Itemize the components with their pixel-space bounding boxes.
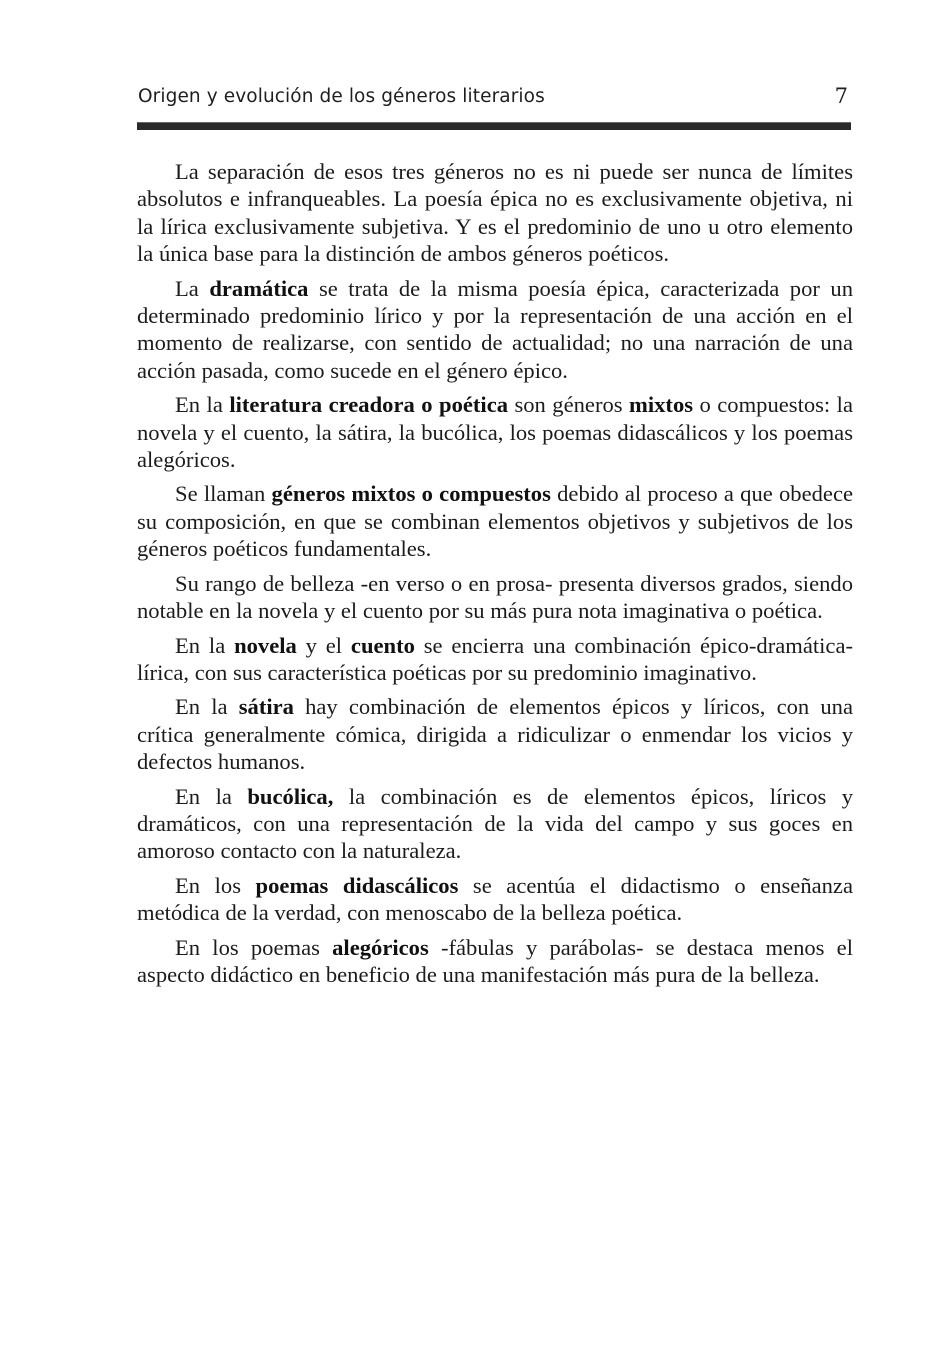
text-run: la combinación es de elementos épicos, líricos y dramáticos, con una representación de la vida del campo y sus goces en amoroso contacto con la naturaleza. [137,783,854,864]
paragraph [137,872,853,927]
emphasized-term: mixtos [629,392,694,418]
paragraph [137,480,853,562]
paragraph [137,783,853,865]
text-run: La [175,275,210,301]
emphasized-term: sátira [238,694,294,720]
text-run: se encierra una combinación épico-dramática-lírica, con sus característica poéticas por su predominio imaginativo. [137,632,853,685]
text-run: -fábulas y parábolas- se destaca menos el aspecto didáctico en beneficio de una manifestación más pura de la belleza. [137,934,853,987]
text-run: Se llaman [175,481,272,507]
text-run: En la [175,632,235,658]
paragraph [137,391,853,473]
text-run: Su rango de belleza -en verso o en prosa- presenta diversos grados, siendo notable en la novela y el cuento por su más pura nota imaginativa o poética. [137,570,853,624]
emphasized-term: dramática [209,275,309,301]
text-run: En la [175,694,239,720]
emphasized-term: géneros mixtos o compuestos [271,481,551,507]
text-run: se acentúa el didactismo o enseñanza metódica de la verdad, con menoscabo de la belleza poética. [137,872,853,926]
emphasized-term: literatura creadora o poética [229,392,509,418]
text-run: hay combinación de elementos épicos y líricos, con una crítica generalmente cómica, dirigida a ridiculizar o enmendar los vicios y defectos humanos. [137,694,854,775]
header-rule [137,122,851,130]
running-title: Origen y evolución de los géneros literarios [138,86,545,107]
paragraph [137,632,853,687]
running-header [138,84,852,114]
text-run: o compuestos: la novela y el cuento, la sátira, la bucólica, los poemas didascálicos y los poemas alegóricos. [137,392,853,473]
page-number: 7 [834,84,848,108]
emphasized-term: novela [234,632,297,658]
text-run: La separación de esos tres géneros no es ni puede ser nunca de límites absolutos e infranqueables. La poesía épica no es exclusivamente objetiva, ni la lírica exclusivamente subjetiva. Y es el predominio de uno u otro elemento la única base para la distinción de ambos géneros poéticos. [137,159,853,267]
paragraph [137,275,853,385]
emphasized-term: cuento [350,632,415,658]
paragraph [137,158,853,268]
paragraph [137,934,853,989]
emphasized-term: alegóricos [332,934,429,960]
text-run: En los [175,872,256,898]
text-run: En la [175,392,230,418]
emphasized-term: bucólica, [247,783,334,809]
emphasized-term: poemas didascálicos [255,872,459,898]
paragraph [137,570,853,625]
body-text [137,158,853,995]
text-run: se trata de la misma poesía épica, caracterizada por un determinado predominio lírico y por la representación de una acción en el momento de realizarse, con sentido de actualidad; no una narración de una acción pasada, como sucede en el género épico. [137,275,854,383]
text-run: En la [175,783,248,809]
text-run: y el [296,632,351,658]
text-run: son géneros [508,392,630,418]
paragraph [137,693,853,775]
text-run: debido al proceso a que obedece su composición, en que se combinan elementos objetivos y subjetivos de los géneros poéticos fundamentales. [137,481,853,562]
text-run: En los poemas [175,934,333,960]
